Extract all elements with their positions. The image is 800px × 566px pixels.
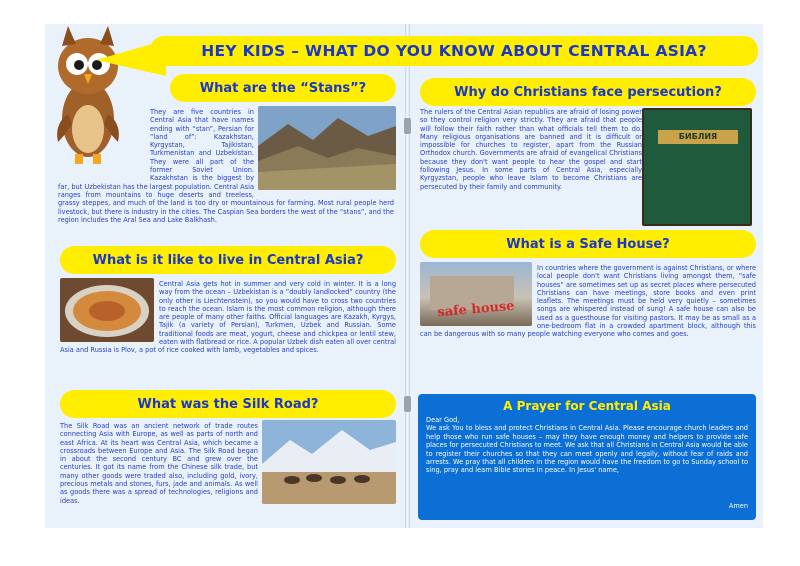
booklet-spine bbox=[405, 24, 410, 528]
prayer-box bbox=[418, 394, 756, 520]
persecution-heading-text: Why do Christians face persecution? bbox=[454, 84, 722, 100]
silk-body: The Silk Road was an ancient network of trade routes connecting Asia with Europe, as well as parts of north and east Africa. At its heart was Central Asia, which became a crossroads between Europe and Asia. The Silk Road began in about the second century BC and grew over the centuries. It got its name from the Chinese silk trade, but many other goods were traded also, including gold, ivory, precious metals and stones, furs, jade and animals. As well as goods there was a spread of technologies, religions and ideas. bbox=[60, 422, 258, 505]
persecution-heading bbox=[420, 78, 756, 106]
silk-heading bbox=[60, 390, 396, 418]
safehouse-body: In countries where the government is against Christians, or where local people don't want Christians living amongst them, “safe houses” are sometimes set up as secret places where persecuted Christians can have meetings, store books and even print leaflets. The meetings must be held very quietly – sometimes songs are whispered instead of sung! A safe house can also be used as a guesthouse for visiting pastors. It may be as small as a one-bedroom flat in a crowded apartment block, although this can be dangerous with so many people watching everyone who comes and goes. bbox=[420, 264, 756, 339]
safehouse-heading-text: What is a Safe House? bbox=[506, 236, 670, 252]
page-title-text: HEY KIDS – WHAT DO YOU KNOW ABOUT CENTRAL ASIA? bbox=[201, 42, 707, 60]
page-title bbox=[150, 36, 758, 66]
prayer-salutation: Dear God, bbox=[426, 416, 460, 424]
bible-cover-title: БИБЛИЯ bbox=[658, 130, 738, 144]
stans-heading-text: What are the “Stans”? bbox=[199, 80, 367, 96]
safehouse-heading bbox=[420, 230, 756, 258]
live-heading bbox=[60, 246, 396, 274]
live-heading-text: What is it like to live in Central Asia? bbox=[92, 252, 364, 268]
staple-top bbox=[404, 118, 411, 134]
stans-body: They are five countries in Central Asia that have names ending with “stan”, Persian for “land of”: Kazakhstan, Kyrgystan, Tajikistan, Turkmenistan and Uzbekistan. They were all part of the former Soviet Union. Kazakhstan is the biggest by far, but Uzbekistan has the largest population. Central Asia ranges from mountains to huge deserts and treeless, grassy steppes, and much of the land is too dry or mountainous for farming. Most rural people herd livestock, but there is industry in the cities. The Caspian Sea borders the west of the “stans”, and the region includes the Aral Sea and Lake Balkhash. bbox=[58, 108, 394, 224]
persecution-body: The rulers of the Central Asian republics are afraid of losing power so they control religion very strictly. They are afraid that people will follow their faith rather than what officials tell them to do. Many religious organisations are banned and it is difficult or impossible for churches to register, apart from the Russian Orthodox church. Governments are afraid of evangelical Christians because they don't want people to hear the gospel and start following Jesus. In some parts of Central Asia, especially Kyrgyzstan, people who leave Islam to become Christians are persecuted by their family and community. bbox=[420, 108, 642, 191]
prayer-closing: Amen bbox=[728, 502, 748, 510]
stans-heading bbox=[170, 74, 396, 102]
prayer-body: We ask You to bless and protect Christians in Central Asia. Please encourage church leaders and help those who run safe houses – may they have enough money and helpers to provide safe places for persecuted Christians to meet. We ask that all Christians in Central Asia would be able to register their churches so that they can meet openly and legally, without fear of raids and arrests. We pray that all children in the region would have the freedom to go to Sunday school to sing, pray and learn Bible stories in peace. In Jesus' name, bbox=[426, 424, 748, 475]
staple-bottom bbox=[404, 396, 411, 412]
safe-house-stamp: safe house bbox=[436, 298, 516, 321]
live-body: Central Asia gets hot in summer and very cold in winter. It is a long way from the ocean – Uzbekistan is a “doubly landlocked” country (the only other is Liechtenstein), so you would have to cross two countries to reach the ocean. Islam is the most common religion, although there are people of many other faiths. Official languages are Kazakh, Kyrgys, Tajik (a variety of Persian), Turkmen, Uzbek and Russian. Some traditional foods are meat, yogurt, cheese and chickpea or lentil stew, eaten with flatbread or rice. A popular Uzbek dish eaten all over central Asia and Russia is Plov, a pot of rice cooked with lamb, vegetables and spices. bbox=[60, 280, 396, 355]
prayer-text bbox=[426, 416, 748, 475]
silk-heading-text: What was the Silk Road? bbox=[137, 396, 319, 412]
prayer-title: A Prayer for Central Asia bbox=[503, 399, 671, 413]
